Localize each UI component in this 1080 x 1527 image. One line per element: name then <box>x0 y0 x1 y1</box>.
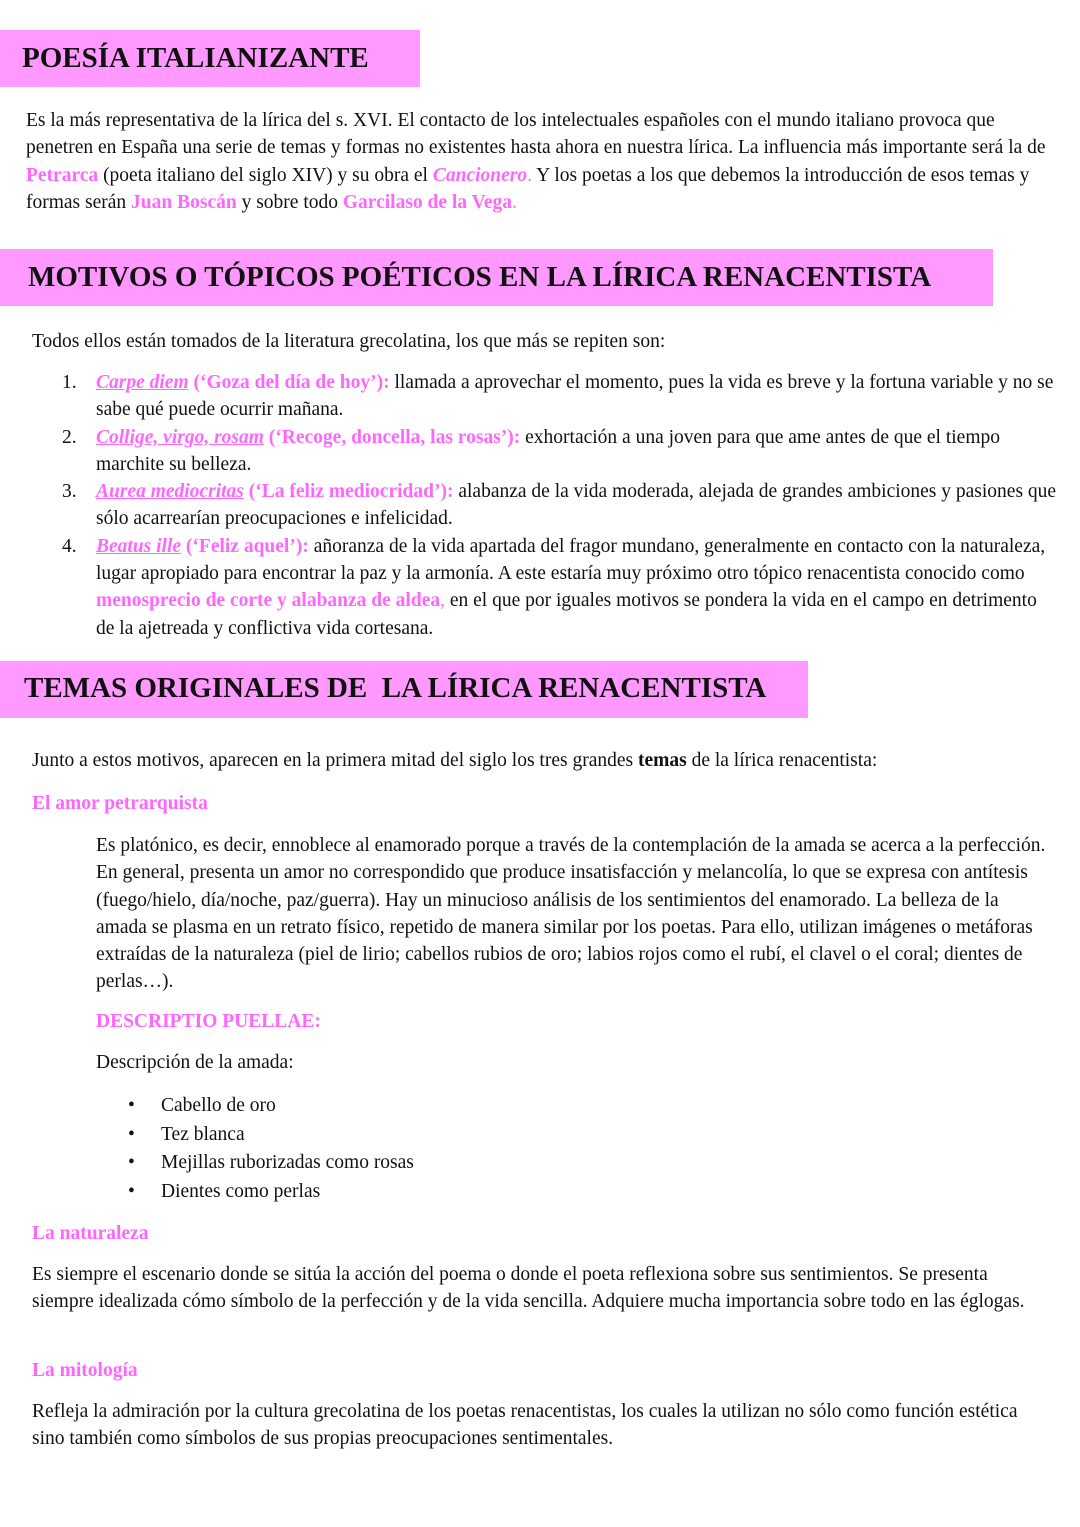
topic-text: llamada a aprovechar el momento, pues la vida es breve y la fortuna variable y no se sabe qué puede ocurrir mañana. <box>96 372 1054 421</box>
latin-topic: Collige, virgo, rosam <box>96 426 264 448</box>
bullet-icon: • <box>128 1152 135 1173</box>
section-title: TEMAS ORIGINALES DE LA LÍRICA RENACENTISTA <box>24 672 767 704</box>
boscan-highlight: Juan Boscán <box>131 191 237 213</box>
cancionero-highlight: Cancionero <box>432 164 528 186</box>
text-run: Es la más representativa de la lírica del s. XVI. El contacto de los intelectuales españoles con el mundo italiano provoca que penetren en España una serie de temas y formas no existentes hasta ahora en nuestra lírica. La influencia más importante será la de <box>26 110 1046 159</box>
latin-topic: Aurea mediocritas <box>96 481 244 503</box>
list-number: 2. <box>62 426 77 448</box>
list-item <box>0 369 1060 424</box>
menosprecio-highlight: menosprecio de corte y alabanza de aldea <box>96 590 441 612</box>
comma: , <box>440 590 445 612</box>
mitologia-text: Refleja la admiración por la cultura grecolatina de los poetas renacentistas, los cuales la utilizan no sólo como función estética sino también como símbolos de sus propias preocupaciones sentimentales. <box>32 1401 1018 1450</box>
topic-text: alabanza de la vida moderada, alejada de grandes ambiciones y pasiones que sólo acarrearían preocupaciones e infelicidad. <box>96 481 1057 530</box>
text-run: Junto a estos motivos, aparecen en la primera mitad del siglo los tres grandes <box>32 750 638 771</box>
section-header-motivos <box>0 249 993 306</box>
bullet-icon: • <box>128 1123 135 1145</box>
text-run: de la lírica renacentista: <box>686 750 878 771</box>
bullet-icon: • <box>128 1095 135 1116</box>
list-item-text: Cabello de oro <box>161 1095 276 1116</box>
list-item <box>0 1092 414 1121</box>
list-item <box>0 424 1060 479</box>
section-header-poesia-italianizante <box>0 30 420 87</box>
garcilaso-highlight: Garcilaso de la Vega <box>342 191 513 213</box>
period: . <box>527 164 532 186</box>
text-run: Y los poetas a los que debemos la introducción de esos temas y formas serán <box>26 164 1030 213</box>
poesia-intro-paragraph <box>26 107 1056 216</box>
list-item <box>0 1178 414 1207</box>
section-header-temas <box>0 661 808 718</box>
list-item <box>0 1121 414 1150</box>
list-item <box>0 1149 414 1178</box>
period: . <box>512 191 517 213</box>
text-run: (poeta italiano del siglo XIV) y su obra el <box>98 164 433 186</box>
naturaleza-text: Es siempre el escenario donde se sitúa la acción del poema o donde el poeta reflexiona sobre sus sentimientos. Se presenta siempre idealizada cómo símbolo de la perfección y de la vida sencilla. Adquiere mucha importancia sobre todo en las églogas. <box>32 1264 1025 1313</box>
topic-text: exhortación a una joven para que ame antes de que el tiempo marchite su belleza. <box>96 426 1000 475</box>
topic-gloss: (‘La feliz mediocridad’): <box>243 481 454 503</box>
list-item-text: Mejillas ruborizadas como rosas <box>161 1152 414 1173</box>
section-title: POESÍA ITALIANIZANTE <box>22 42 369 74</box>
motivos-list <box>0 369 1060 642</box>
list-number: 3. <box>62 481 77 503</box>
descriptio-lead: Descripción de la amada: <box>96 1052 294 1073</box>
amor-petrarquista-text: Es platónico, es decir, ennoblece al enamorado porque a través de la contemplación de la amada se acerca a la perfección. En general, presenta un amor no correspondido que produce insatisfacción y melancolía, lo que se expresa con antítesis (fuego/hielo, día/noche, paz/guerra). Hay un minucioso análisis de los sentimientos del enamorado. La belleza de la amada se plasma en un retrato físico, repetido de manera similar por los poetas. Para ello, utilizan imágenes o metáforas extraídas de la naturaleza (piel de lirio; cabellos rubios de oro; labios rojos como el rubí, el clavel o el coral; dientes de perlas…). <box>96 835 1046 993</box>
list-item-text: Tez blanca <box>161 1123 245 1145</box>
amor-petrarquista-heading: El amor petrarquista <box>32 793 208 814</box>
descriptio-puellae-heading: DESCRIPTIO PUELLAE: <box>96 1011 321 1032</box>
list-item <box>0 478 1060 533</box>
topic-gloss: (‘Recoge, doncella, las rosas’): <box>263 426 521 448</box>
petrarca-highlight: Petrarca <box>26 164 99 186</box>
section-title: MOTIVOS O TÓPICOS POÉTICOS EN LA LÍRICA RENACENTISTA <box>28 261 932 293</box>
topic-text: añoranza de la vida apartada del fragor mundano, generalmente en contacto con la naturaleza, lugar apropiado para encontrar la paz y la armonía. A este estaría muy próximo otro tópico renacentista conocido como <box>96 535 1046 585</box>
motivos-intro: Todos ellos están tomados de la literatura grecolatina, los que más se repiten son: <box>32 331 666 352</box>
mitologia-heading: La mitología <box>32 1360 138 1381</box>
latin-topic: Carpe diem <box>96 372 189 393</box>
list-item-text: Dientes como perlas <box>161 1180 321 1202</box>
topic-gloss: (‘Feliz aquel’): <box>181 535 309 557</box>
topic-text: en el que por iguales motivos se pondera la vida en el campo en detrimento de la ajetreada y conflictiva vida cortesana. <box>96 590 1037 639</box>
bullet-icon: • <box>128 1180 135 1202</box>
temas-intro <box>32 747 1052 774</box>
naturaleza-heading: La naturaleza <box>32 1223 149 1244</box>
latin-topic: Beatus ille <box>96 535 182 557</box>
topic-gloss: (‘Goza del día de hoy’): <box>188 372 390 393</box>
list-number: 4. <box>62 535 77 557</box>
list-item <box>0 533 1060 642</box>
text-run: y sobre todo <box>236 191 343 213</box>
bold-word: temas <box>637 750 687 771</box>
list-number: 1. <box>62 372 77 393</box>
descriptio-list <box>0 1092 414 1206</box>
